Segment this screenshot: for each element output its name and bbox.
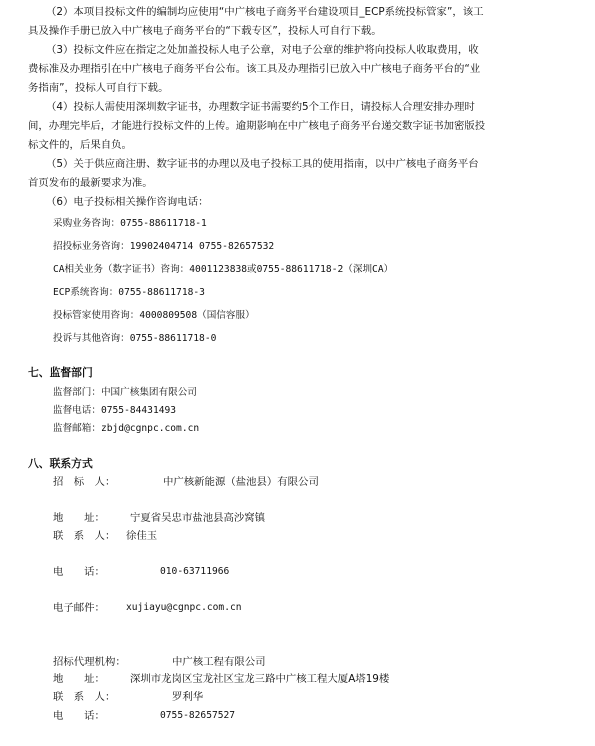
contact-person-value: 徐佳玉 xyxy=(126,530,158,542)
phone-value: 010-63711966 xyxy=(160,566,230,577)
supervision-email: 监督邮箱：zbjd@cgnpc.com.cn xyxy=(53,423,200,434)
bidder-label: 招 标 人： xyxy=(53,476,116,488)
para-5-line-2: 首页发布的最新要求为准。 xyxy=(28,177,153,189)
para-5-line-1: （5）关于供应商注册、数字证书的办理以及电子投标工具的使用指南，以中广核电子商务平台 xyxy=(46,158,479,170)
email-value: xujiayu@cgnpc.com.cn xyxy=(126,602,242,613)
agent-address-label: 地 址： xyxy=(53,673,105,685)
para-2-line-1: （2）本项目投标文件的编制均应使用“中广核电子商务平台建设项目_ECP系统投标管家”，该工 xyxy=(46,6,484,18)
contact-person-label: 联 系 人： xyxy=(53,530,116,542)
agent-contact-value: 罗利华 xyxy=(172,691,204,703)
address-value: 宁夏省吴忠市盐池县高沙窝镇 xyxy=(130,512,266,524)
agent-label: 招标代理机构： xyxy=(53,656,126,668)
bidder-value: 中广核新能源（盐池县）有限公司 xyxy=(163,476,319,488)
address-label: 地 址： xyxy=(53,512,105,524)
supervision-phone: 监督电话：0755-84431493 xyxy=(53,405,177,416)
consult-item: 投标管家使用咨询：4000809508（国信容服） xyxy=(53,310,255,321)
para-3-line-1: （3）投标文件应在指定之处加盖投标人电子公章，对电子公章的维护将向投标人收取费用，收 xyxy=(46,44,479,56)
agent-address-value: 深圳市龙岗区宝龙社区宝龙三路中广核工程大厦A塔19楼 xyxy=(130,673,390,685)
para-3-line-3: 务指南”，投标人可自行下载。 xyxy=(28,82,169,94)
para-4-line-2: 间，办理完毕后，才能进行投标文件的上传。逾期影响在中广核电子商务平台递交数字证书加密版投 xyxy=(28,120,486,132)
consult-item: 投诉与其他咨询：0755-88611718-0 xyxy=(53,333,217,344)
para-3-line-2: 费标准及办理指引在中广核电子商务平台公布。该工具及办理指引已放入中广核电子商务平台的“业 xyxy=(28,63,481,75)
agent-value: 中广核工程有限公司 xyxy=(172,656,266,668)
para-6-line-1: （6）电子投标相关操作咨询电话： xyxy=(46,196,209,208)
section-heading-contact: 八、联系方式 xyxy=(28,457,93,470)
consult-item: ECP系统咨询：0755-88611718-3 xyxy=(53,287,205,298)
consult-item: CA相关业务（数字证书）咨询：4001123838或0755-88611718-2（深圳CA） xyxy=(53,264,394,275)
para-4-line-1: （4）投标人需使用深圳数字证书，办理数字证书需要约5个工作日，请投标人合理安排办理时 xyxy=(46,101,475,113)
consult-item: 招投标业务咨询：19902404714 0755-82657532 xyxy=(53,241,275,252)
agent-phone-value: 0755-82657527 xyxy=(160,710,236,721)
section-heading-supervision: 七、监督部门 xyxy=(28,366,93,379)
supervision-dept: 监督部门：中国广核集团有限公司 xyxy=(53,387,197,398)
agent-contact-label: 联 系 人： xyxy=(53,691,116,703)
para-2-line-2: 具及操作手册已放入中广核电子商务平台的“下载专区”，投标人可自行下载。 xyxy=(28,25,382,37)
agent-phone-label: 电 话： xyxy=(53,710,105,722)
phone-label: 电 话： xyxy=(53,566,105,578)
para-4-line-3: 标文件的，后果自负。 xyxy=(28,139,132,151)
email-label: 电子邮件： xyxy=(53,602,105,614)
consult-item: 采购业务咨询：0755-88611718-1 xyxy=(53,218,207,229)
